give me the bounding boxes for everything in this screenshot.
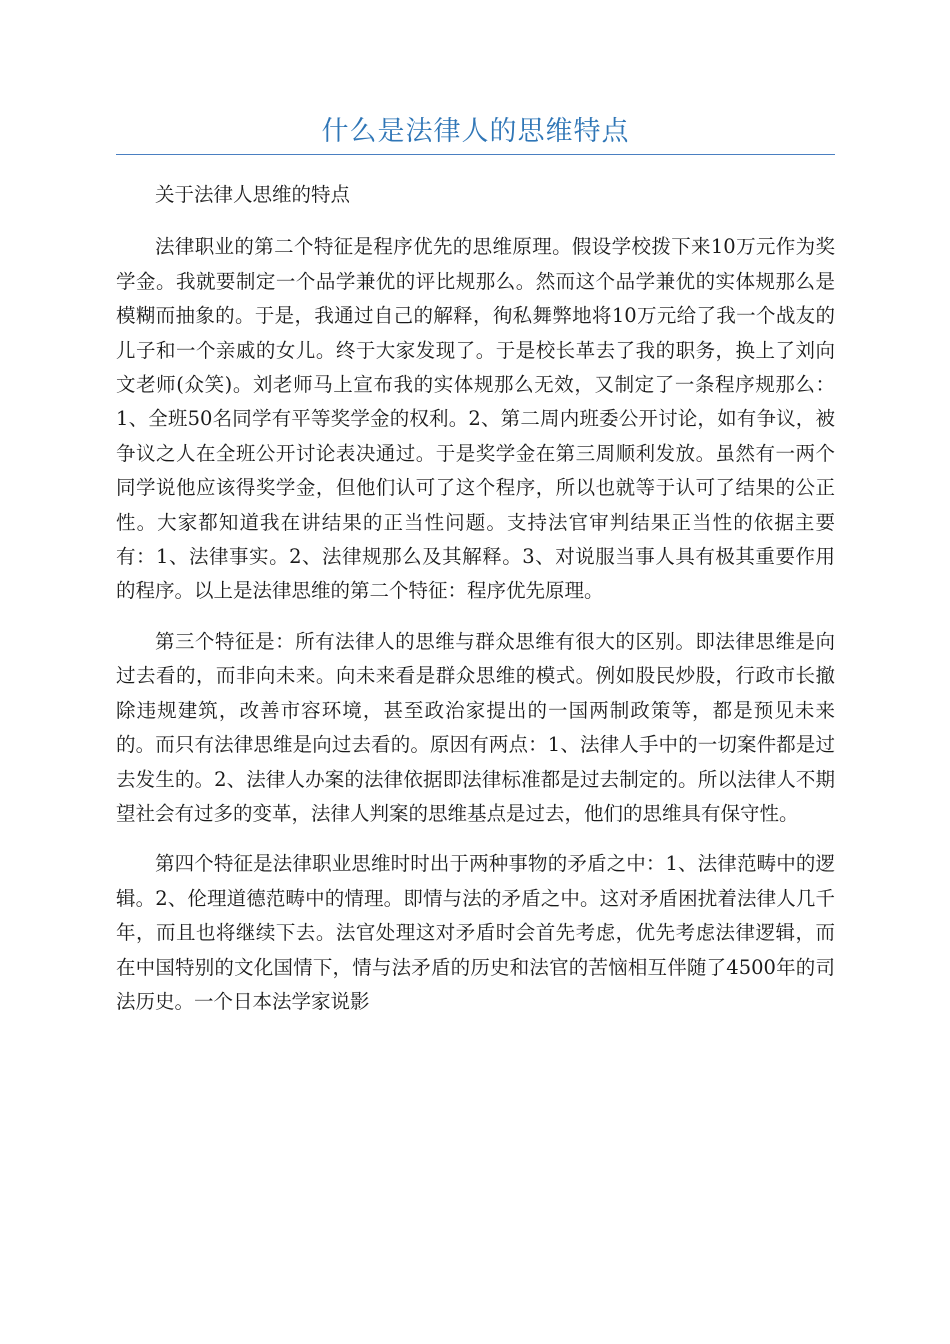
paragraph: 第三个特征是：所有法律人的思维与群众思维有很大的区别。即法律思维是向过去看的，而非向未来。向未来看是群众思维的模式。例如股民炒股，行政市长撤除违规建筑，改善市容环境，甚至政治家提出的一国两制政策等，都是预见未来的。而只有法律思维是向过去看的。原因有两点：1、法律人手中的一切案件都是过去发生的。2、法律人办案的法律依据即法律标准都是过去制定的。所以法律人不期望社会有过多的变革，法律人判案的思维基点是过去，他们的思维具有保守性。 [116, 629, 835, 825]
paragraph: 第四个特征是法律职业思维时时出于两种事物的矛盾之中：1、法律范畴中的逻辑。2、伦理道德范畴中的情理。即情与法的矛盾之中。这对矛盾困扰着法律人几千年，而且也将继续下去。法官处理这对矛盾时会首先考虑，优先考虑法律逻辑，而在中国特别的文化国情下，情与法矛盾的历史和法官的苦恼相互伴随了4500年的司法历史。一个日本法学家说影 [116, 852, 835, 1013]
paragraph-subheading: 关于法律人思维的特点 [155, 183, 351, 206]
paragraph: 法律职业的第二个特征是程序优先的思维原理。假设学校拨下来10万元作为奖学金。我就要制定一个品学兼优的评比规那么。然而这个品学兼优的实体规那么是模糊而抽象的。于是，我通过自己的解释，徇私舞弊地将10万元给了我一个战友的儿子和一个亲戚的女儿。终于大家发现了。于是校长革去了我的职务，换上了刘向文老师(众笑)。刘老师马上宣布我的实体规那么无效，又制定了一条程序规那么：1、全班50名同学有平等奖学金的权利。2、第二周内班委公开讨论，如有争议，被争议之人在全班公开讨论表决通过。于是奖学金在第三周顺利发放。虽然有一两个同学说他应该得奖学金，但他们认可了这个程序，所以也就等于认可了结果的公正性。大家都知道我在讲结果的正当性问题。支持法官审判结果正当性的依据主要有：1、法律事实。2、法律规那么及其解释。3、对说服当事人具有极其重要作用的程序。以上是法律思维的第二个特征：程序优先原理。 [116, 235, 835, 603]
title-divider [116, 154, 835, 155]
document-body [116, 178, 835, 1035]
document-title: 什么是法律人的思维特点 [321, 116, 630, 147]
